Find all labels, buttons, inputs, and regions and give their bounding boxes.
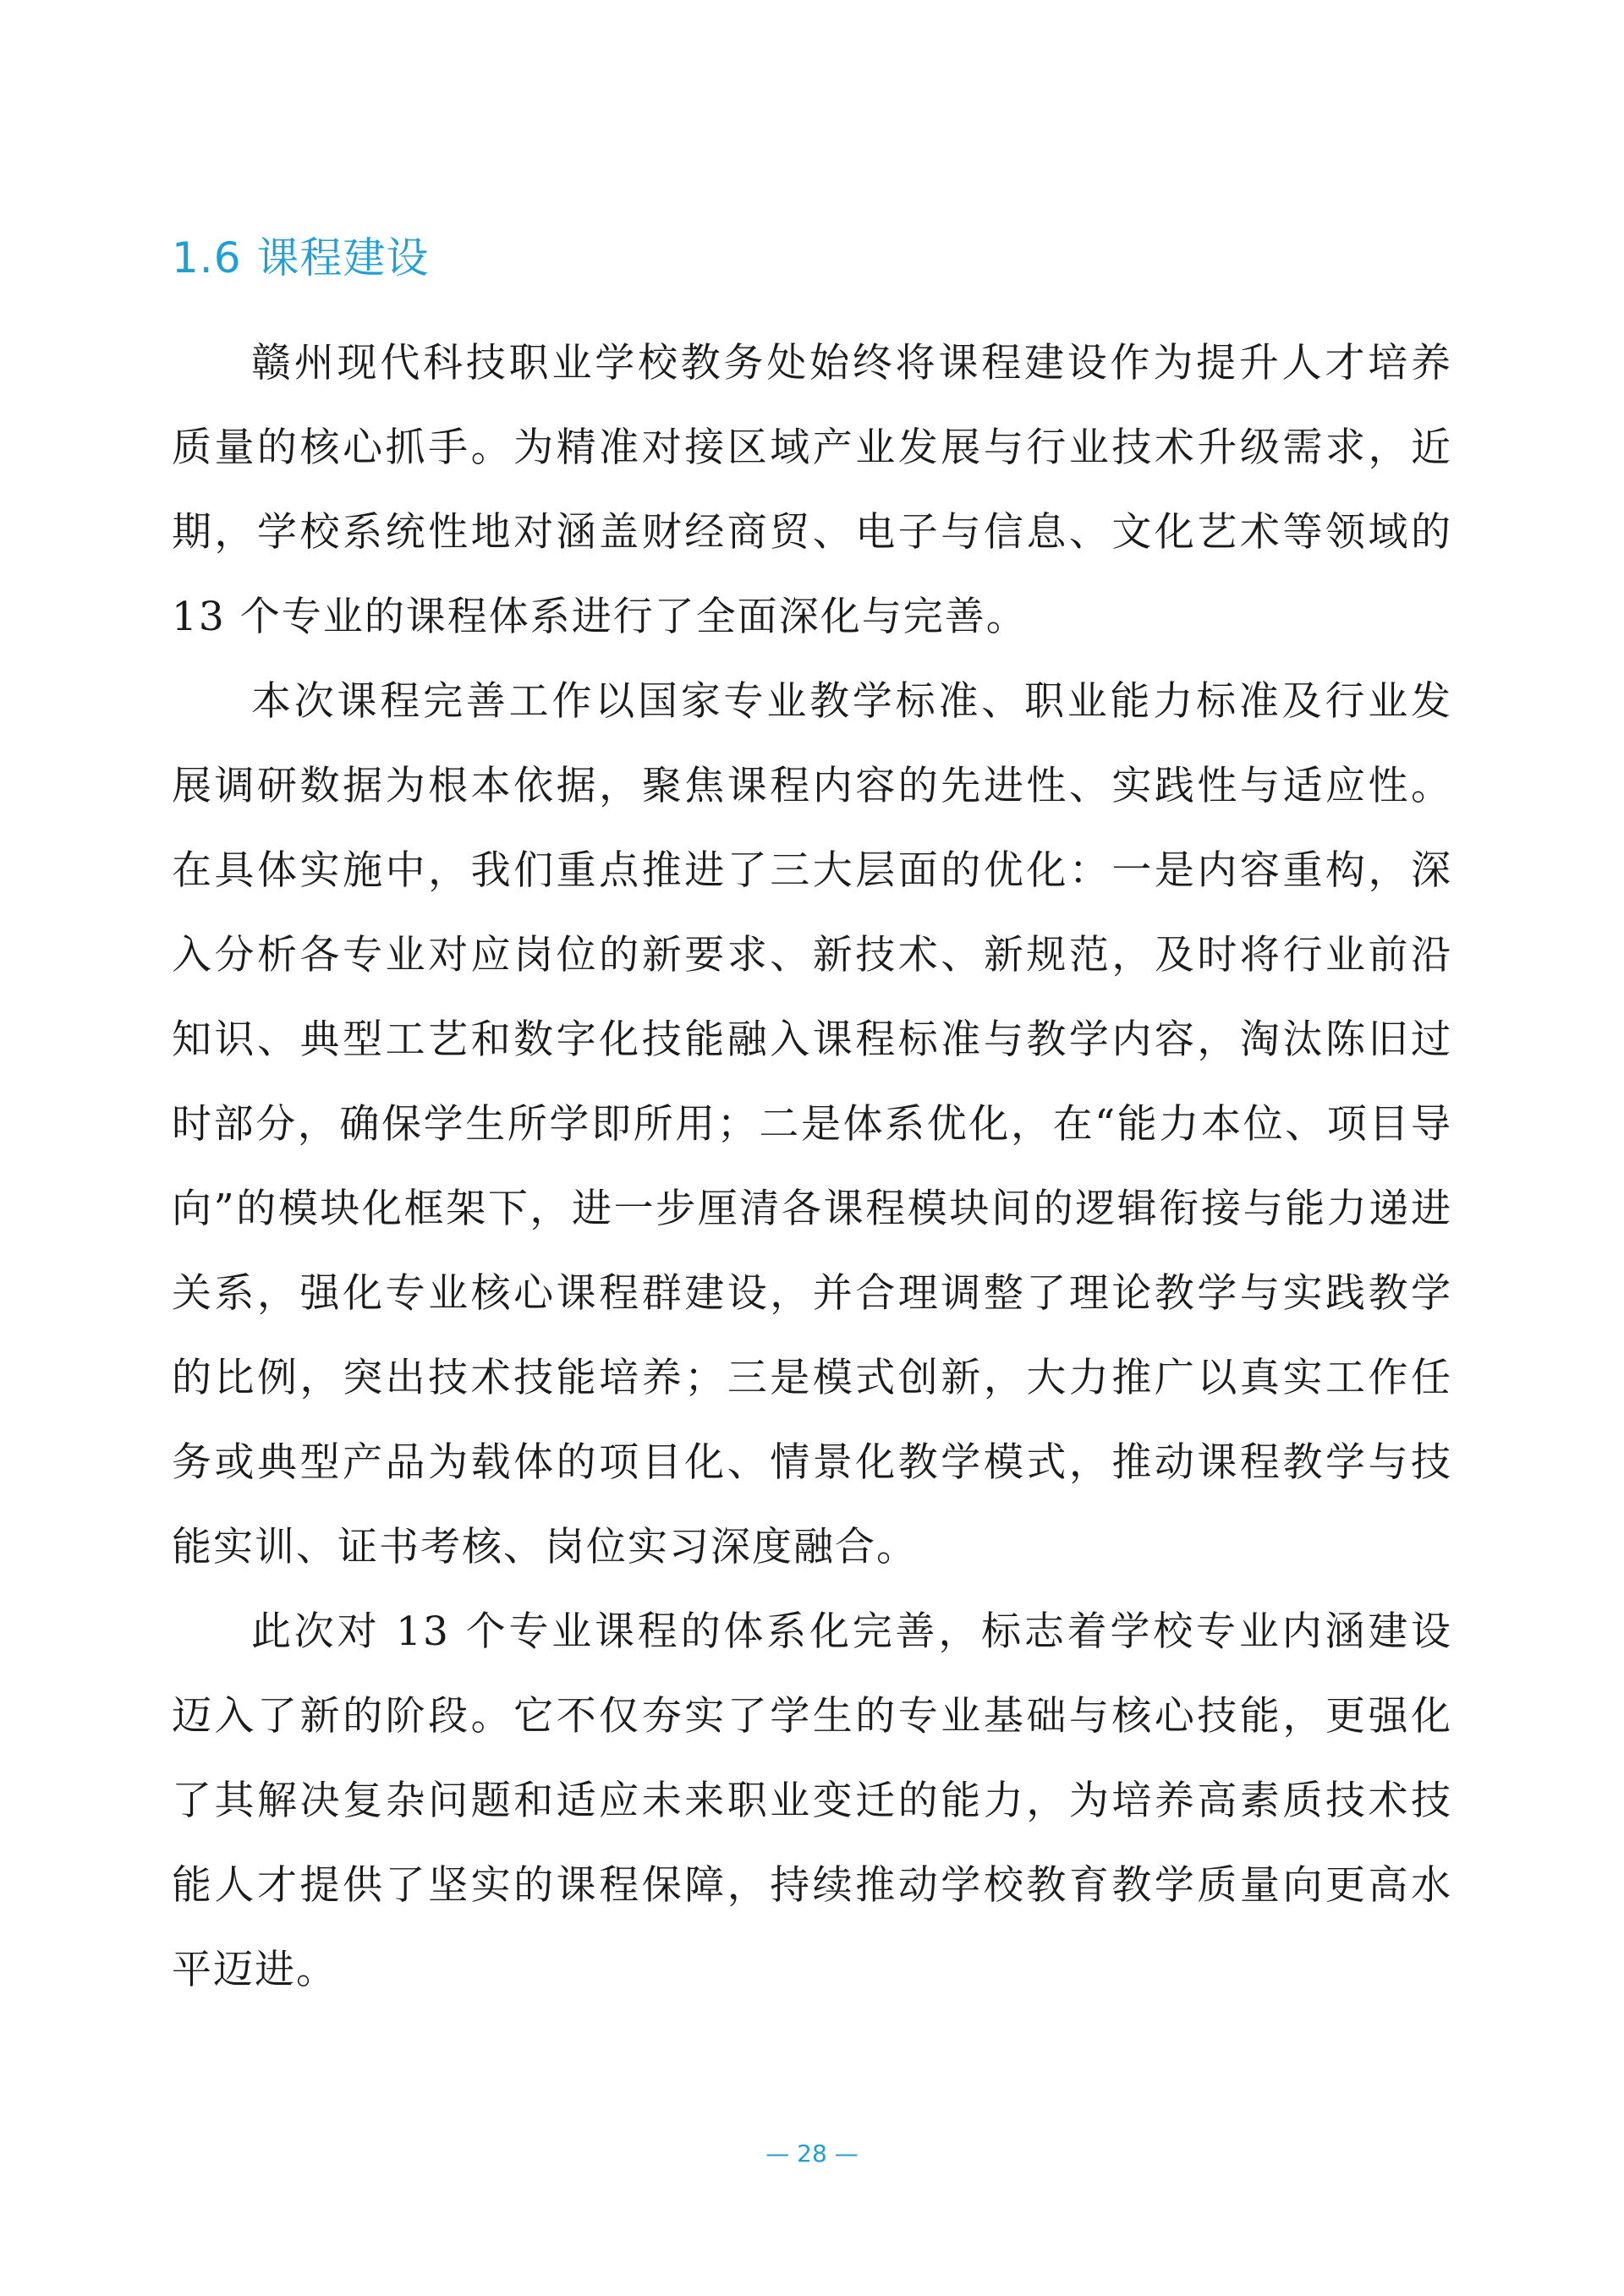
section-heading xyxy=(172,228,1452,288)
page-number: — 28 — xyxy=(765,2140,859,2167)
body-paragraph-3: 此次对 13 个专业课程的体系化完善，标志着学校专业内涵建设迈入了新的阶段。它不仅夯实了学生的专业基础与核心技能，更强化了其解决复杂问题和适应未来职业变迁的能力，为培养高素质技术技能人才提供了坚实的课程保障，持续推动学校教育教学质量向更高水平迈进。 xyxy=(172,1608,1452,1993)
page-content xyxy=(172,228,1452,2013)
section-title: 课程建设 xyxy=(256,233,430,282)
section-number: 1.6 xyxy=(172,233,242,282)
body-paragraph-1: 赣州现代科技职业学校教务处始终将课程建设作为提升人才培养质量的核心抓手。为精准对接区域产业发展与行业技术升级需求，近期，学校系统性地对涵盖财经商贸、电子与信息、文化艺术等领域的 13 个专业的课程体系进行了全面深化与完善。 xyxy=(172,340,1452,640)
body-paragraph-2: 本次课程完善工作以国家专业教学标准、职业能力标准及行业发展调研数据为根本依据，聚焦课程内容的先进性、实践性与适应性。在具体实施中，我们重点推进了三大层面的优化：一是内容重构，深入分析各专业对应岗位的新要求、新技术、新规范，及时将行业前沿知识、典型工艺和数字化技能融入课程标准与教学内容，淘汰陈旧过时部分，确保学生所学即所用；二是体系优化，在“能力本位、项目导向”的模块化框架下，进一步厘清各课程模块间的逻辑衔接与能力递进关系，强化专业核心课程群建设，并合理调整了理论教学与实践教学的比例，突出技术技能培养；三是模式创新，大力推广以真实工作任务或典型产品为载体的项目化、情景化教学模式，推动课程教学与技能实训、证书考核、岗位实习深度融合。 xyxy=(172,678,1452,1570)
